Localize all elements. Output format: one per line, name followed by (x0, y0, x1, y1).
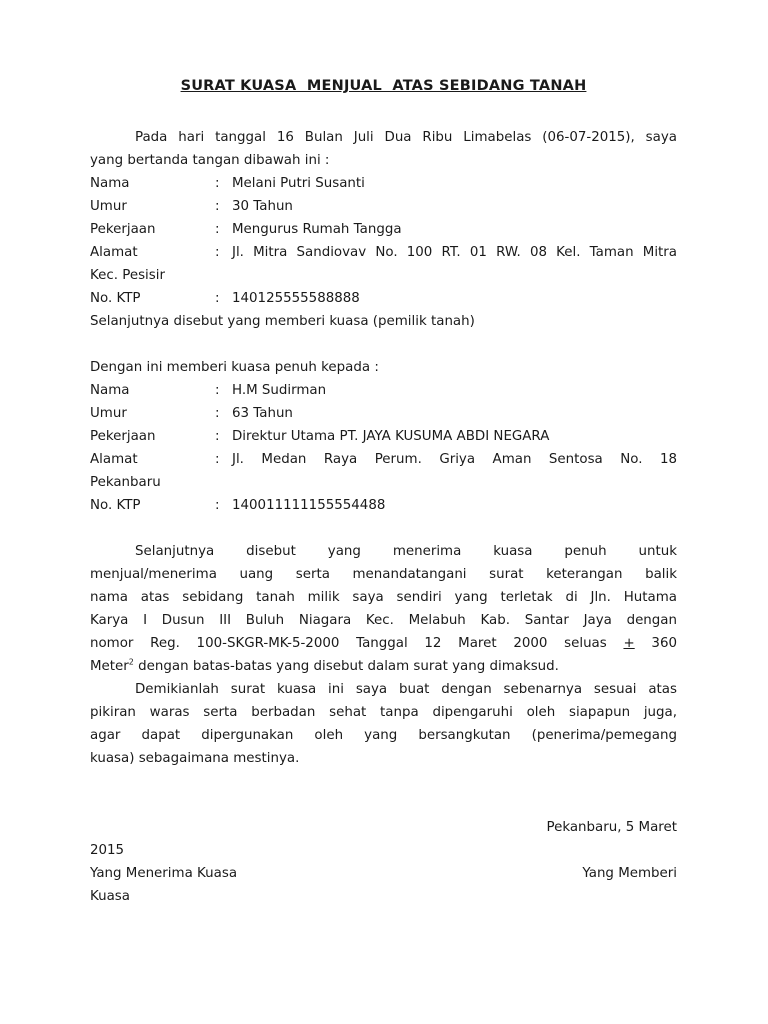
field-separator: : (215, 222, 220, 237)
unit-meter: Meter (90, 659, 129, 674)
grantor-nama: Melani Putri Susanti (232, 176, 365, 191)
grantor-alamat-cont: Kec. Pesisir (90, 268, 165, 283)
grantor-pekerjaan-row (90, 220, 677, 240)
field-separator: : (215, 245, 220, 260)
signature-giver-label: Yang Memberi (582, 866, 677, 881)
body1-line-6-text: dengan batas-batas yang disebut dalam surat yang dimaksud. (133, 659, 559, 674)
intro-line-2: yang bertanda tangan dibawah ini : (90, 153, 330, 168)
field-label: Nama (90, 176, 130, 191)
field-label: Pekerjaan (90, 222, 156, 237)
body1-line-1: Selanjutnya disebut yang menerima kuasa penuh untuk (135, 544, 677, 559)
body1-line-4: Karya I Dusun III Buluh Niagara Kec. Melabuh Kab. Santar Jaya dengan (90, 613, 677, 628)
plus-minus-sign: + (623, 636, 635, 651)
field-label: No. KTP (90, 498, 141, 513)
body2-line-2: pikiran waras serta berbadan sehat tanpa dipengaruhi oleh siapapun juga, (90, 705, 677, 720)
grantor-ktp: 140125555588888 (232, 291, 360, 306)
grantee-nama: H.M Sudirman (232, 383, 327, 398)
field-label: Alamat (90, 245, 138, 260)
body2-line-4: kuasa) sebagaimana mestinya. (90, 751, 300, 766)
grantor-closing: Selanjutnya disebut yang memberi kuasa (pemilik tanah) (90, 314, 475, 329)
field-separator: : (215, 406, 220, 421)
grantee-alamat-cont: Pekanbaru (90, 475, 161, 490)
date-year: 2015 (90, 843, 125, 858)
body1-line-5-area: 360 (651, 636, 677, 651)
grantee-pekerjaan: Direktur Utama PT. JAYA KUSUMA ABDI NEGARA (232, 429, 550, 444)
signature-receiver-label: Yang Menerima Kuasa (90, 866, 238, 881)
field-separator: : (215, 383, 220, 398)
field-label: Nama (90, 383, 130, 398)
grantee-nama-row (90, 381, 677, 401)
grantor-nama-row (90, 174, 677, 194)
body2-line-3: agar dapat dipergunakan oleh yang bersangkutan (penerima/pemegang (90, 728, 677, 743)
grantee-umur-row (90, 404, 677, 424)
body1-line-3: nama atas sebidang tanah milik saya sendiri yang terletak di Jln. Hutama (90, 590, 677, 605)
body1-line-5 (90, 634, 677, 654)
body1-line-5-text: nomor Reg. 100-SKGR-MK-5-2000 Tanggal 12 Maret 2000 seluas (90, 636, 607, 651)
place-date: Pekanbaru, 5 Maret (546, 820, 677, 835)
grantee-ktp-row (90, 496, 677, 516)
field-separator: : (215, 429, 220, 444)
field-separator: : (215, 176, 220, 191)
body2-line-1: Demikianlah surat kuasa ini saya buat dengan sebenarnya sesuai atas (135, 682, 677, 697)
grantor-umur-row (90, 197, 677, 217)
grantor-pekerjaan: Mengurus Rumah Tangga (232, 222, 402, 237)
body1-line-2: menjual/menerima uang serta menandatangani surat keterangan balik (90, 567, 677, 582)
grantor-alamat-row (90, 243, 677, 263)
grantee-umur: 63 Tahun (232, 406, 293, 421)
field-label: Umur (90, 199, 127, 214)
body1-line-6 (90, 657, 559, 677)
field-label: Pekerjaan (90, 429, 156, 444)
signature-giver-label-cont: Kuasa (90, 889, 130, 904)
grantor-umur: 30 Tahun (232, 199, 293, 214)
field-label: Alamat (90, 452, 138, 467)
document-title: SURAT KUASA MENJUAL ATAS SEBIDANG TANAH (180, 78, 587, 94)
field-label: Umur (90, 406, 127, 421)
grantee-alamat-row (90, 450, 677, 470)
field-separator: : (215, 199, 220, 214)
field-separator: : (215, 498, 220, 513)
grantee-ktp: 140011111155554488 (232, 498, 386, 513)
field-label: No. KTP (90, 291, 141, 306)
field-separator: : (215, 291, 220, 306)
grantee-alamat: Jl. Medan Raya Perum. Griya Aman Sentosa No. 18 (232, 452, 677, 467)
intro-line-1: Pada hari tanggal 16 Bulan Juli Dua Ribu Limabelas (06-07-2015), saya (135, 130, 677, 145)
grantee-pekerjaan-row (90, 427, 677, 447)
grantor-ktp-row (90, 289, 677, 309)
grantor-alamat: Jl. Mitra Sandiovav No. 100 RT. 01 RW. 08 Kel. Taman Mitra (232, 245, 677, 260)
unit-superscript: 2 (128, 657, 134, 667)
field-separator: : (215, 452, 220, 467)
grantee-intro: Dengan ini memberi kuasa penuh kepada : (90, 360, 379, 375)
